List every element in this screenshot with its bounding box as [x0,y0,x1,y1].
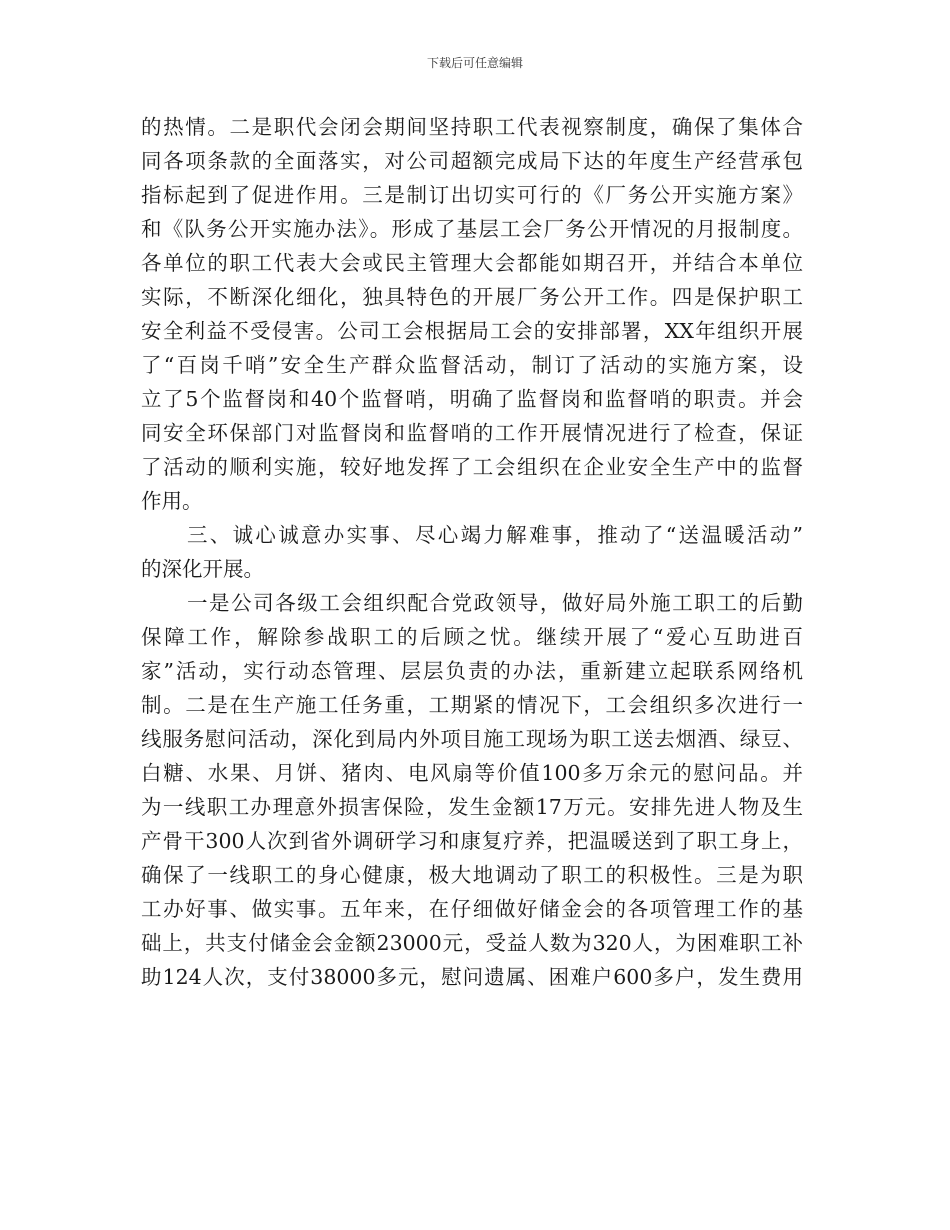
text-line: 助124人次，支付38000多元，慰问遗属、困难户600多户，发生费用 [141,965,803,989]
text-line: 础上，共支付储金会金额23000元，受益人数为320人，为困难职工补 [141,931,803,955]
text-line: 制。二是在生产施工任务重，工期紧的情况下，工会组织多次进行一 [141,693,803,717]
text-line: 线服务慰问活动，深化到局内外项目施工现场为职工送去烟酒、绿豆、 [141,727,803,751]
text-line: 了“百岗千哨”安全生产群众监督活动，制订了活动的实施方案，设 [141,353,803,377]
text-line: 作用。 [141,489,203,513]
text-line: 一是公司各级工会组织配合党政领导，做好局外施工职工的后勤 [187,591,803,615]
text-line: 同各项条款的全面落实，对公司超额完成局下达的年度生产经营承包 [141,149,803,173]
section-heading-line: 三、诚心诚意办实事、尽心竭力解难事，推动了“送温暖活动” [187,523,803,547]
text-line: 安全利益不受侵害。公司工会根据局工会的安排部署，XX年组织开展 [141,319,803,343]
text-line: 家”活动，实行动态管理、层层负责的办法，重新建立起联系网络机 [141,659,803,683]
text-line: 实际，不断深化细化，独具特色的开展厂务公开工作。四是保护职工 [141,285,803,309]
text-line: 工办好事、做实事。五年来，在仔细做好储金会的各项管理工作的基 [141,897,803,921]
section-heading-line: 的深化开展。 [141,557,264,581]
text-line: 各单位的职工代表大会或民主管理大会都能如期召开，并结合本单位 [141,251,803,275]
text-line: 为一线职工办理意外损害保险，发生金额17万元。安排先进人物及生 [141,795,803,819]
text-line: 了活动的顺利实施，较好地发挥了工会组织在企业安全生产中的监督 [141,455,803,479]
page-header: 下载后可任意编辑 [426,56,523,70]
text-line: 产骨干300人次到省外调研学习和康复疗养，把温暖送到了职工身上， [141,829,803,853]
text-line: 白糖、水果、月饼、猪肉、电风扇等价值100多万余元的慰问品。并 [141,761,803,785]
text-line: 确保了一线职工的身心健康，极大地调动了职工的积极性。三是为职 [141,863,803,887]
text-line: 的热情。二是职代会闭会期间坚持职工代表视察制度，确保了集体合 [141,115,803,139]
document-body [141,110,803,994]
text-line: 和《队务公开实施办法》。形成了基层工会厂务公开情况的月报制度。 [141,217,803,241]
text-line: 同安全环保部门对监督岗和监督哨的工作开展情况进行了检查，保证 [141,421,803,445]
text-line: 立了5个监督岗和40个监督哨，明确了监督岗和监督哨的职责。并会 [141,387,803,411]
text-line: 保障工作，解除参战职工的后顾之忧。继续开展了“爱心互助进百 [141,625,803,649]
text-line: 指标起到了促进作用。三是制订出切实可行的《厂务公开实施方案》 [141,183,803,207]
